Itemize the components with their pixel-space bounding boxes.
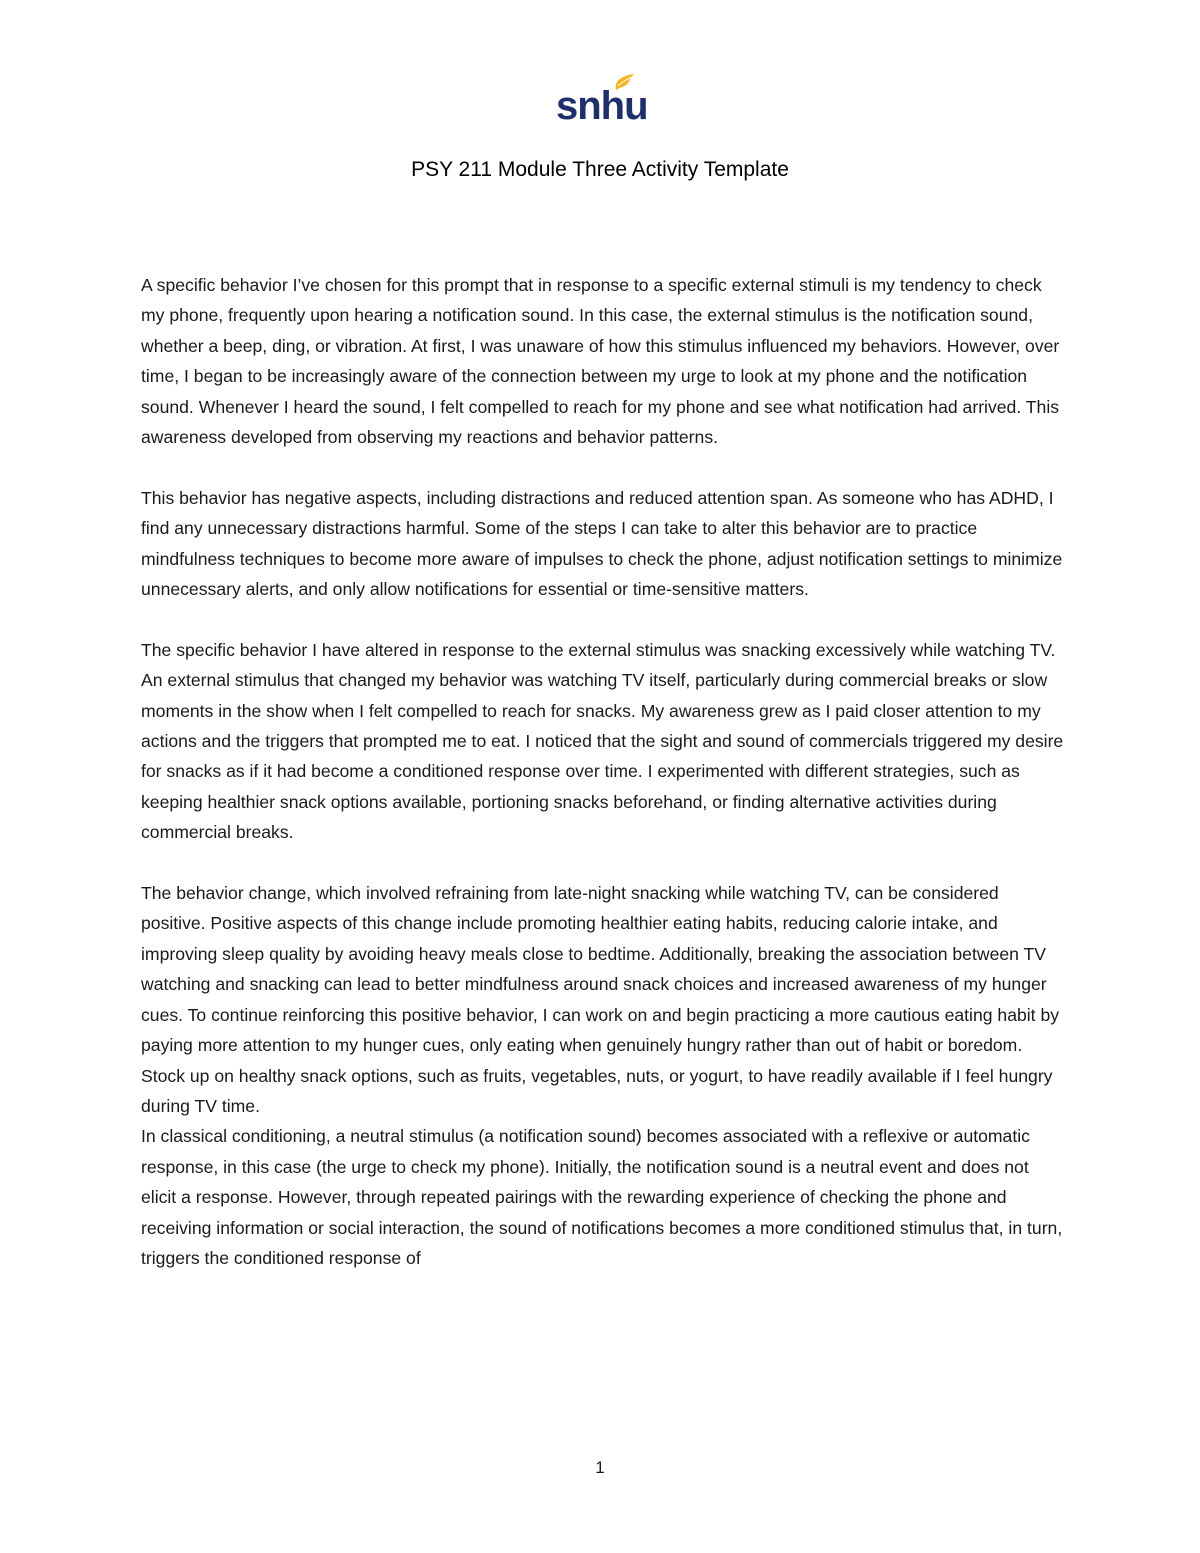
paragraph-4: The behavior change, which involved refraining from late-night snacking while watching TV, can be considered positive. Positive aspects of this change include promoting healthier eating habits, reducing calorie intake, and improving sleep quality by avoiding heavy meals close to bedtime. Additionally, breaking the association between TV watching and snacking can lead to better mindfulness around snack choices and increased awareness of my hunger cues. To continue reinforcing this positive behavior, I can work on and begin practicing a more cautious eating habit by paying more attention to my hunger cues, only eating when genuinely hungry rather than out of habit or boredom. Stock up on healthy snack options, such as fruits, vegetables, nuts, or yogurt, to have readily available if I feel hungry during TV time. xyxy=(141,883,1060,1116)
paragraph-3: The specific behavior I have altered in response to the external stimulus was snacking excessively while watching TV. An external stimulus that changed my behavior was watching TV itself, particularly during commercial breaks or slow moments in the show when I felt compelled to reach for snacks. My awareness grew as I paid closer attention to my actions and the triggers that prompted me to eat. I noticed that the sight and sound of commercials triggered my desire for snacks as if it had become a conditioned response over time. I experimented with different strategies, such as keeping healthier snack options available, portioning snacks beforehand, or finding alternative activities during commercial breaks. xyxy=(141,639,1064,843)
document-body xyxy=(141,270,1066,1273)
paragraph-5: In classical conditioning, a neutral stimulus (a notification sound) becomes associated with a reflexive or automatic response, in this case (the urge to check my phone). Initially, the notification sound is a neutral event and does not elicit a response. However, through repeated pairings with the rewarding experience of checking the phone and receiving information or social interaction, the sound of notifications becomes a more conditioned stimulus that, in turn, triggers the conditioned response of xyxy=(141,1126,1063,1268)
document-title: PSY 211 Module Three Activity Template xyxy=(411,158,789,181)
paragraph-1: A specific behavior I’ve chosen for this prompt that in response to a specific external stimuli is my tendency to check my phone, frequently upon hearing a notification sound. In this case, the external stimulus is the notification sound, whether a beep, ding, or vibration. At first, I was unaware of how this stimulus influenced my behaviors. However, over time, I began to be increasingly aware of the connection between my urge to look at my phone and the notification sound. Whenever I heard the sound, I felt compelled to reach for my phone and see what notification had arrived. This awareness developed from observing my reactions and behavior patterns. xyxy=(141,275,1060,448)
page-number: 1 xyxy=(595,1458,605,1477)
paragraph-spacer xyxy=(141,848,1066,878)
paragraph-spacer xyxy=(141,452,1066,482)
paragraph-2: This behavior has negative aspects, including distractions and reduced attention span. As someone who has ADHD, I find any unnecessary distractions harmful. Some of the steps I can take to alter this behavior are to practice mindfulness techniques to become more aware of impulses to check the phone, adjust notification settings to minimize unnecessary alerts, and only allow notifications for essential or time-sensitive matters. xyxy=(141,487,1063,600)
logo-text: snhu xyxy=(556,84,648,128)
paragraph-spacer xyxy=(141,604,1066,634)
snhu-logo xyxy=(550,72,650,136)
